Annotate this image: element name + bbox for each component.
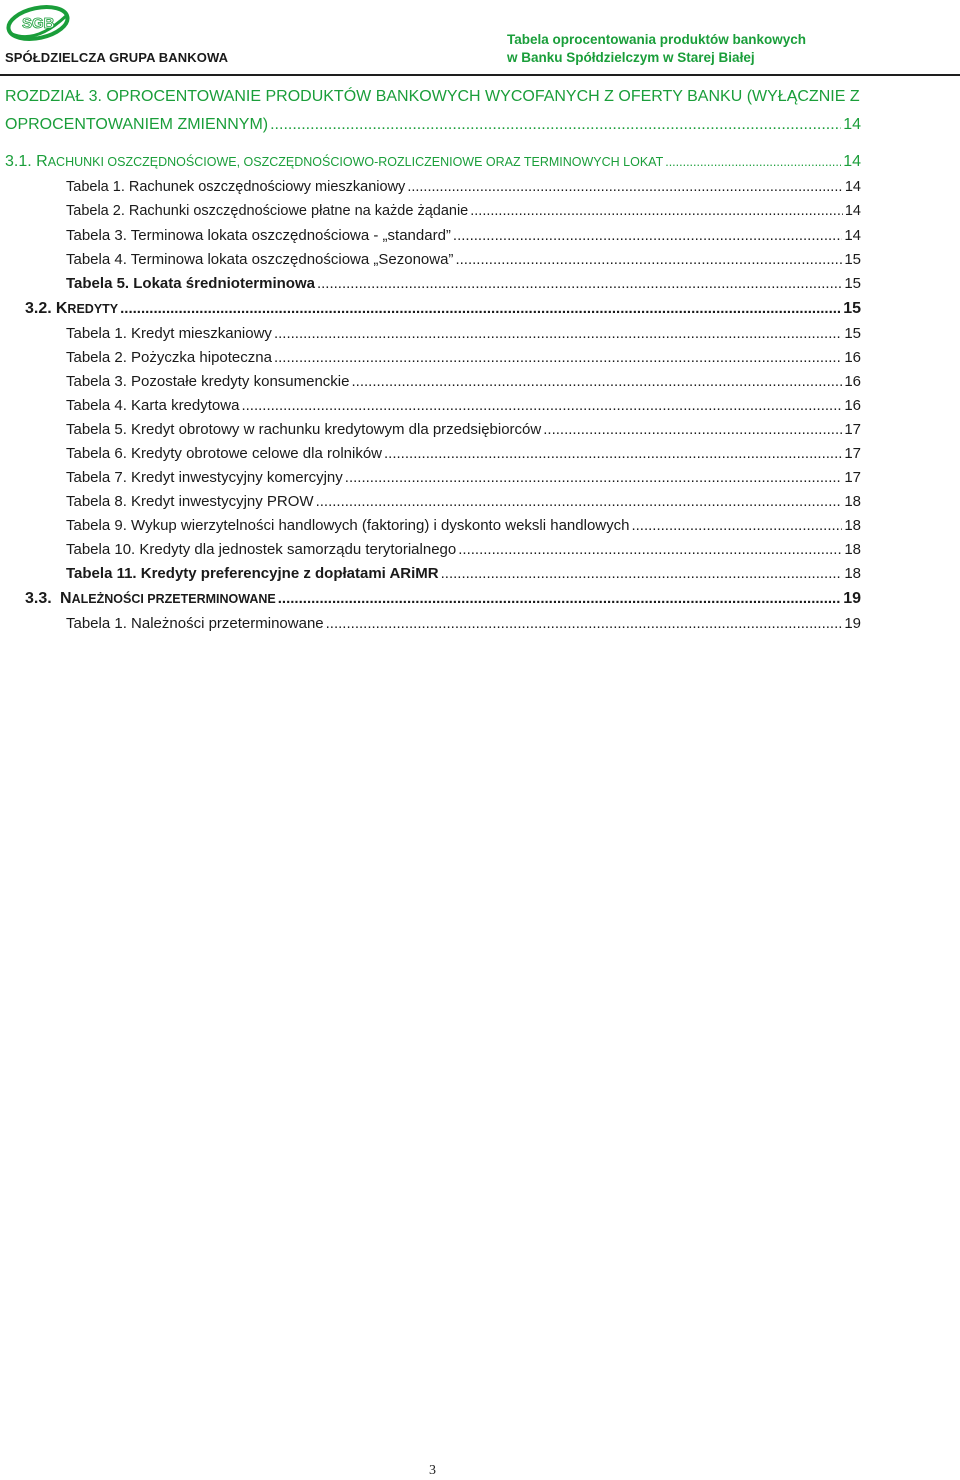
toc-leader	[441, 565, 843, 582]
toc-leader	[351, 373, 842, 390]
toc-leader	[241, 397, 842, 414]
toc-item[interactable]: Tabela 5. Kredyt obrotowy w rachunku kredytowym dla przedsiębiorców ..... 17	[66, 421, 861, 438]
toc-leader	[316, 493, 843, 510]
toc-leader	[274, 349, 842, 366]
toc-item[interactable]: Tabela 6. Kredyty obrotowe celowe dla rolników ..... 17	[66, 445, 861, 462]
toc-item[interactable]: Tabela 2. Rachunki oszczędnościowe płatne na każde żądanie ..... 14	[66, 203, 861, 219]
toc-item[interactable]: Tabela 9. Wykup wierzytelności handlowych (faktoring) i dyskonto weksli handlowych ..... 18	[66, 517, 861, 534]
document-title-line1: Tabela oprocentowania produktów bankowych	[507, 32, 807, 47]
toc-leader	[665, 155, 841, 169]
toc-section-3-1[interactable]: 3.1. RACHUNKI OSZCZĘDNOŚCIOWE, OSZCZĘDNOŚCIOWO-ROZLICZENIOWE ORAZ TERMINOWYCH LOKAT ..... 14	[5, 153, 861, 171]
toc-item[interactable]: Tabela 8. Kredyt inwestycyjny PROW ..... 18	[66, 493, 861, 510]
toc-item[interactable]: Tabela 7. Kredyt inwestycyjny komercyjny ..... 17	[66, 469, 861, 486]
toc-leader	[470, 203, 843, 219]
toc-leader	[274, 325, 842, 342]
toc-leader	[543, 421, 842, 438]
sgb-logo-icon	[6, 4, 70, 42]
page-header	[0, 0, 960, 76]
toc-leader	[278, 590, 841, 607]
toc-item[interactable]: Tabela 5. Lokata średnioterminowa ..... 15	[66, 275, 861, 292]
toc-leader	[345, 469, 843, 486]
toc-leader	[455, 251, 842, 268]
toc-section-3-3[interactable]: 3.3. NALEŻNOŚCI PRZETERMINOWANE ..... 19	[25, 590, 861, 608]
toc-chapter-line1[interactable]: ROZDZIAŁ 3. OPROCENTOWANIE PRODUKTÓW BANKOWYCH WYCOFANYCH Z OFERTY BANKU (WYŁĄCZNIE Z	[5, 88, 860, 105]
toc-item[interactable]: Tabela 1. Należności przeterminowane ..... 19	[66, 615, 861, 632]
toc-page: 19	[843, 590, 861, 607]
toc-leader	[458, 541, 842, 558]
toc-leader	[384, 445, 842, 462]
toc-leader	[270, 116, 841, 134]
toc-item[interactable]: Tabela 10. Kredyty dla jednostek samorządu terytorialnego ..... 18	[66, 541, 861, 558]
toc-item[interactable]: Tabela 1. Kredyt mieszkaniowy ..... 15	[66, 325, 861, 342]
toc-chapter-line2[interactable]: OPROCENTOWANIEM ZMIENNYM) ..... 14	[5, 116, 861, 134]
toc-item[interactable]: Tabela 11. Kredyty preferencyjne z dopłatami ARiMR ..... 18	[66, 565, 861, 582]
page-number: 3	[429, 1463, 436, 1478]
toc-item[interactable]: Tabela 3. Pozostałe kredyty konsumenckie ..... 16	[66, 373, 861, 390]
toc-page: 14	[843, 153, 861, 170]
toc-page: 14	[843, 116, 861, 133]
toc-leader	[120, 300, 841, 317]
toc-leader	[317, 275, 842, 292]
logo-text: SGB	[22, 15, 55, 32]
toc-item[interactable]: Tabela 4. Terminowa lokata oszczędnościowa „Sezonowa” ..... 15	[66, 251, 861, 268]
document-title-line2: w Banku Spółdzielczym w Starej Białej	[507, 50, 755, 65]
toc-page: 15	[843, 300, 861, 317]
toc-item[interactable]: Tabela 4. Karta kredytowa ..... 16	[66, 397, 861, 414]
toc-item[interactable]: Tabela 2. Pożyczka hipoteczna ..... 16	[66, 349, 861, 366]
toc-leader	[407, 179, 843, 195]
document-title	[507, 31, 806, 67]
toc-leader	[631, 517, 842, 534]
toc-leader	[326, 615, 843, 632]
bank-name: SPÓŁDZIELCZA GRUPA BANKOWA	[5, 50, 229, 65]
toc-section-3-2[interactable]: 3.2. KREDYTY ..... 15	[25, 300, 861, 318]
toc-leader	[453, 227, 842, 244]
sgb-logo	[6, 4, 70, 42]
toc-item[interactable]: Tabela 1. Rachunek oszczędnościowy mieszkaniowy ..... 14	[66, 179, 861, 195]
toc-item[interactable]: Tabela 3. Terminowa lokata oszczędnościowa - „standard” ..... 14	[66, 227, 861, 244]
